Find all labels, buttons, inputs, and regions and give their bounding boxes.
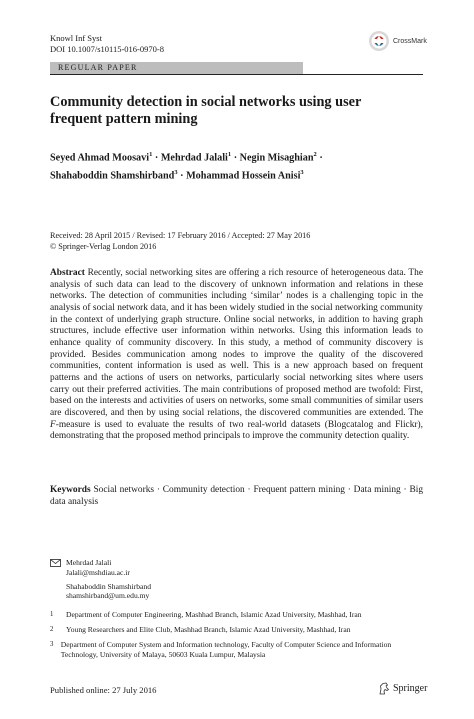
keywords-text: Social networks · Community detection · Frequent pattern mining · Data mining · Big data analysis	[50, 485, 424, 507]
author-separator: ·	[233, 152, 238, 164]
contact-block	[66, 558, 151, 578]
keywords	[50, 485, 423, 508]
contact-name: Mehrdad Jalali	[66, 558, 112, 567]
abstract-label: Abstract	[50, 268, 85, 278]
crossmark-badge[interactable]	[368, 30, 427, 52]
abstract-text-end: -measure is used to evaluate the results of two real-world datasets (Blogcatalog and Flickr), demonstrating that the proposed method principals to improve the community detection quality.	[50, 419, 423, 442]
author-affiliation-mark: 3	[174, 169, 178, 177]
author-name: Seyed Ahmad Moosavi	[50, 152, 150, 164]
title-line-2: frequent pattern mining	[50, 111, 198, 127]
author-line-2	[50, 165, 430, 183]
corresponding-contacts	[50, 558, 423, 605]
springer-horse-icon	[378, 682, 390, 695]
author-line-1	[50, 147, 430, 165]
received-dates: Received: 28 April 2015 / Revised: 17 February 2016 / Accepted: 27 May 2016	[50, 231, 311, 240]
affiliation-number: 3	[50, 640, 54, 648]
banner-divider	[50, 74, 423, 75]
footnotes	[50, 558, 423, 659]
contact-email[interactable]: shamshirband@um.edu.my	[66, 591, 150, 601]
author-separator: ·	[154, 152, 159, 164]
affiliation-text: Department of Computer Engineering, Mashhad Branch, Islamic Azad University, Mashhad, Iran	[66, 610, 362, 620]
envelope-icon	[50, 559, 61, 567]
crossmark-label: CrossMark	[393, 37, 427, 45]
keywords-label: Keywords	[50, 485, 91, 495]
author-name: Negin Misaghian	[239, 152, 314, 164]
author-affiliation-mark: 3	[300, 169, 304, 177]
journal-doi: DOI 10.1007/s10115-016-0970-8	[50, 44, 164, 54]
author-name: Shahaboddin Shamshirband	[50, 170, 175, 182]
author-name: Mohammad Hossein Anisi	[186, 170, 301, 182]
article-type-banner: REGULAR PAPER	[50, 62, 303, 74]
paper-title	[50, 94, 430, 128]
contact-email[interactable]: Jalali@mshdiau.ac.ir	[66, 567, 130, 577]
affiliation-item	[50, 640, 423, 660]
author-affiliation-mark: 2	[313, 151, 317, 158]
author-affiliation-mark: 1	[227, 151, 232, 158]
affiliation-number: 2	[50, 625, 54, 633]
published-online: Published online: 27 July 2016	[50, 685, 157, 695]
affiliation-item	[50, 610, 423, 620]
affiliation-item	[50, 625, 423, 635]
publisher-name: Springer	[393, 683, 428, 694]
publication-dates	[50, 230, 430, 252]
author-list	[50, 147, 430, 184]
envelope-icon-wrap	[50, 558, 66, 605]
abstract	[50, 268, 423, 443]
author-name: Mehrdad Jalali	[160, 152, 228, 164]
title-line-1: Community detection in social networks using user	[50, 94, 362, 110]
author-separator: ·	[319, 152, 323, 164]
abstract-text: Recently, social networking sites are offering a rich resource of heterogeneous data. The analysis of such data can lead to the discovery of unknown information and relations in these networks. The detection of communities including ‘similar’ nodes is a challenging topic in the analysis of social network data, and it has been widely studied in the social networking community in the context of underlying graph structure. Online social networks, in addition to having graph structures, include effective user information within networks. Using this information leads to enhance quality of community discovery. In this study, a method of community discovery is provided. Besides communication among nodes to improve the quality of the discovered communities, content information is used as well. This is a new approach based on frequent patterns and the actions of users on networks, particularly social networking sites where users carry out their preferred activities. The main contributions of proposed method are twofold: First, based on the interests and activities of users on networks, some small communities of similar users are discovered, and then by using social relations, the discovered communities are extended. The	[50, 268, 423, 418]
publisher-logo	[378, 682, 427, 695]
journal-info	[50, 33, 164, 55]
copyright-notice: © Springer-Verlag London 2016	[50, 242, 157, 251]
journal-name: Knowl Inf Syst	[50, 33, 102, 43]
contact-block	[66, 582, 151, 602]
contact-name: Shahaboddin Shamshirband	[66, 581, 151, 591]
author-separator: ·	[180, 170, 184, 182]
affiliation-text: Young Researchers and Elite Club, Mashhad Branch, Islamic Azad University, Mashhad, Iran	[66, 624, 351, 634]
crossmark-icon	[368, 30, 390, 52]
affiliation-number: 1	[50, 611, 54, 619]
abstract-italic-f: F	[50, 419, 56, 430]
affiliation-text: Department of Computer System and Information technology, Faculty of Computer Science and Information Technology, University of Malaya, 50603 Kuala Lumpur, Malaysia	[60, 639, 392, 659]
author-affiliation-mark: 1	[149, 151, 153, 158]
